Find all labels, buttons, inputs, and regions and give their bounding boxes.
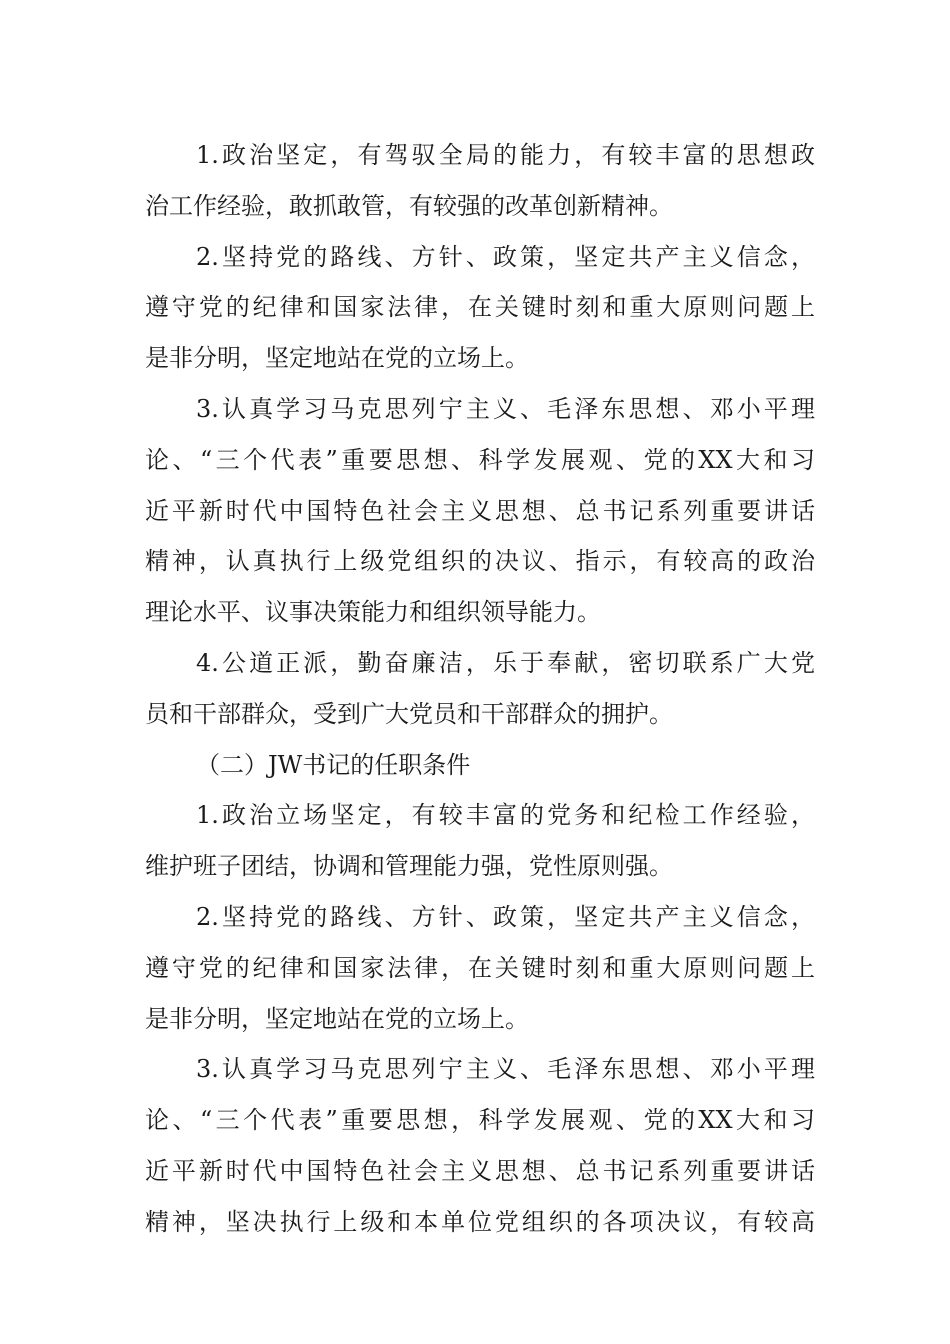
text-line: 遵守党的纪律和国家法律，在关键时刻和重大原则问题上 bbox=[145, 293, 815, 322]
text-line: 近平新时代中国特色社会主义思想、总书记系列重要讲话 bbox=[145, 496, 815, 525]
text-line: 治工作经验，敢抓敢管，有较强的改革创新精神。 bbox=[145, 191, 673, 220]
text-line: 1.政治立场坚定，有较丰富的党务和纪检工作经验， bbox=[196, 801, 815, 830]
text-line: 3.认真学习马克思列宁主义、毛泽东思想、邓小平理 bbox=[196, 394, 815, 423]
text-line: 1.政治坚定，有驾驭全局的能力，有较丰富的思想政 bbox=[196, 141, 815, 169]
text-line: 近平新时代中国特色社会主义思想、总书记系列重要讲话 bbox=[145, 1156, 815, 1185]
text-line: （二）JW书记的任职条件 bbox=[196, 750, 471, 779]
text-line: 论、“三个代表”重要思想，科学发展观、党的XX大和习 bbox=[145, 1106, 815, 1135]
text-line: 3.认真学习马克思列宁主义、毛泽东思想、邓小平理 bbox=[196, 1055, 815, 1084]
text-line: 2.坚持党的路线、方针、政策，坚定共产主义信念， bbox=[196, 902, 815, 931]
text-line: 精神，认真执行上级党组织的决议、指示，有较高的政治 bbox=[145, 547, 815, 576]
text-line: 精神，坚决执行上级和本单位党组织的各项决议，有较高 bbox=[145, 1207, 815, 1236]
text-line: 维护班子团结，协调和管理能力强，党性原则强。 bbox=[145, 852, 673, 881]
text-line: 4.公道正派，勤奋廉洁，乐于奉献，密切联系广大党 bbox=[196, 648, 815, 677]
text-line: 是非分明，坚定地站在党的立场上。 bbox=[145, 1004, 529, 1033]
text-line: 论、“三个代表”重要思想、科学发展观、党的XX大和习 bbox=[145, 445, 815, 474]
text-line: 理论水平、议事决策能力和组织领导能力。 bbox=[145, 598, 601, 627]
text-line: 是非分明，坚定地站在党的立场上。 bbox=[145, 344, 529, 373]
text-line: 员和干部群众，受到广大党员和干部群众的拥护。 bbox=[145, 699, 673, 728]
text-line: 遵守党的纪律和国家法律，在关键时刻和重大原则问题上 bbox=[145, 953, 815, 982]
text-line: 2.坚持党的路线、方针、政策，坚定共产主义信念， bbox=[196, 242, 815, 271]
document-body bbox=[145, 130, 815, 1248]
